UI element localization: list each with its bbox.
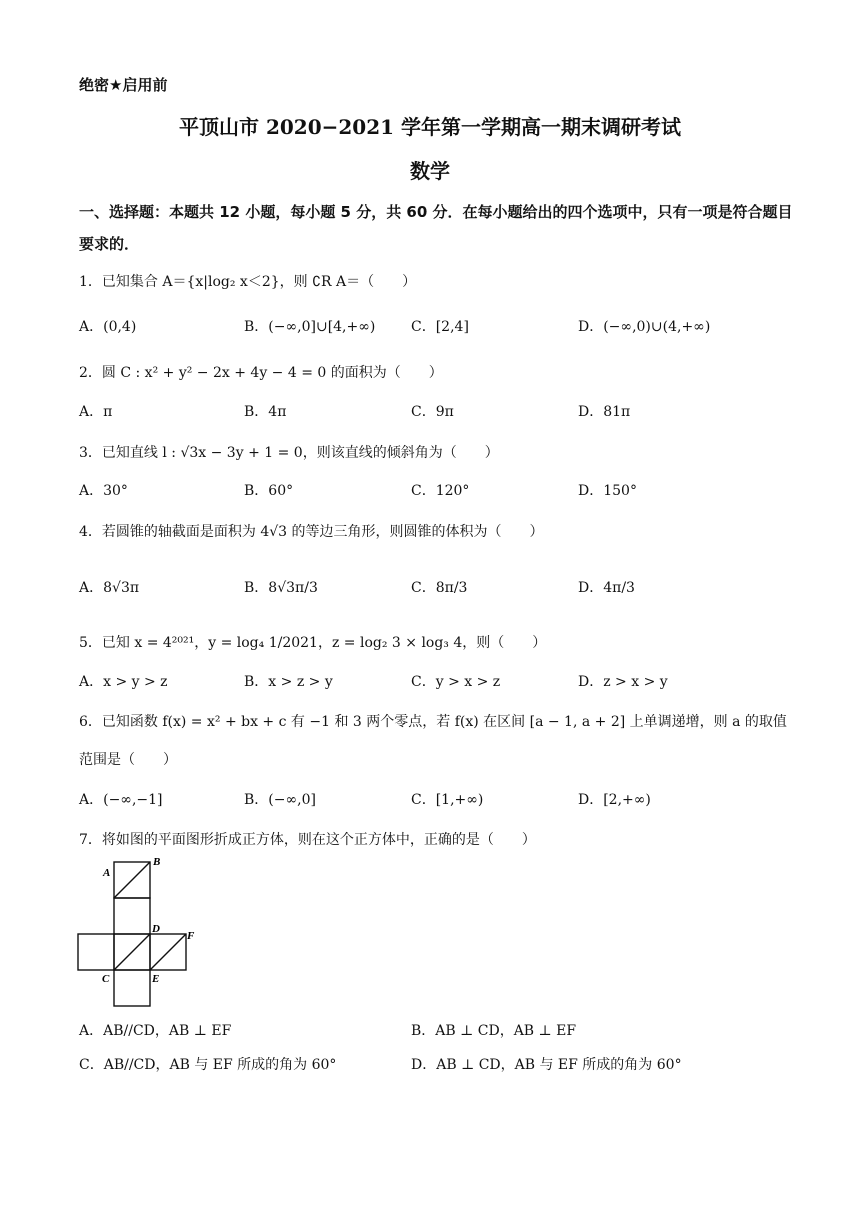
question-3-option-c: C．120° <box>411 483 470 499</box>
question-4-option-a: A．8√3π <box>79 580 140 596</box>
secret-label: 绝密★启用前 <box>79 76 168 94</box>
question-5-option-a: A．x > y > z <box>79 674 168 690</box>
cube-net-figure <box>74 855 204 1007</box>
question-5-option-c: C．y > x > z <box>411 674 501 690</box>
question-4-stem: 4．若圆锥的轴截面是面积为 4√3 的等边三角形，则圆锥的体积为（ ） <box>79 524 544 540</box>
question-4-option-b: B．8√3π/3 <box>244 580 318 596</box>
exam-title: 平顶山市 2020−2021 学年第一学期高一期末调研考试 <box>178 115 681 139</box>
question-2-option-b: B．4π <box>244 404 287 420</box>
question-2-stem: 2．圆 C : x² + y² − 2x + 4y − 4 = 0 的面积为（ ） <box>79 365 443 381</box>
question-2-option-a: A．π <box>79 404 113 420</box>
question-4-option-d: D．4π/3 <box>578 580 635 596</box>
question-6-stem-continued: 范围是（ ） <box>79 752 177 768</box>
section-instructions: 一、选择题：本题共 12 小题，每小题 5 分，共 60 分．在每小题给出的四个选项中，只有一项是符合题目要求的． <box>79 203 793 253</box>
question-6-option-d: D．[2,+∞) <box>578 792 651 808</box>
question-2-option-c: C．9π <box>411 404 454 420</box>
question-7-option-d: D．AB ⊥ CD，AB 与 EF 所成的角为 60° <box>411 1057 682 1073</box>
question-1-stem: 1．已知集合 A＝{x|log₂ x＜2}，则 ∁R A＝（ ） <box>79 274 417 290</box>
figure-label-c: C <box>102 973 110 985</box>
question-5-option-b: B．x > z > y <box>244 674 333 690</box>
question-6-option-c: C．[1,+∞) <box>411 792 484 808</box>
figure-label-f: F <box>187 930 195 942</box>
question-6-stem: 6．已知函数 f(x) = x² + bx + c 有 −1 和 3 两个零点，若 f(x) 在区间 [a − 1, a + 2] 上单调递增，则 a 的取值 <box>79 714 787 730</box>
question-6-option-a: A．(−∞,−1] <box>79 792 163 808</box>
question-5-option-d: D．z > x > y <box>578 674 668 690</box>
question-7-stem: 7．将如图的平面图形折成正方体，则在这个正方体中，正确的是（ ） <box>79 832 536 848</box>
question-7-option-b: B．AB ⊥ CD，AB ⊥ EF <box>411 1023 577 1039</box>
figure-label-e: E <box>152 973 160 985</box>
question-1-option-d: D．(−∞,0)∪(4,+∞) <box>578 319 711 335</box>
question-6-option-b: B．(−∞,0] <box>244 792 316 808</box>
subject-title: 数学 <box>410 159 450 183</box>
figure-label-a: A <box>103 867 111 879</box>
question-4-option-c: C．8π/3 <box>411 580 468 596</box>
question-3-option-d: D．150° <box>578 483 637 499</box>
question-2-option-d: D．81π <box>578 404 631 420</box>
question-5-stem: 5．已知 x = 4²⁰²¹，y = log₄ 1/2021，z = log₂ 3 × log₃ 4，则（ ） <box>79 635 547 651</box>
question-3-option-a: A．30° <box>79 483 128 499</box>
question-1-option-c: C．[2,4] <box>411 319 469 335</box>
figure-label-b: B <box>153 856 161 868</box>
figure-label-d: D <box>152 923 160 935</box>
question-3-option-b: B．60° <box>244 483 294 499</box>
question-1-option-b: B．(−∞,0]∪[4,+∞) <box>244 319 376 335</box>
question-7-option-a: A．AB//CD，AB ⊥ EF <box>79 1023 232 1039</box>
question-3-stem: 3．已知直线 l : √3x − 3y + 1 = 0，则该直线的倾斜角为（ ） <box>79 445 499 461</box>
question-1-option-a: A．(0,4) <box>79 319 137 335</box>
question-7-option-c: C．AB//CD，AB 与 EF 所成的角为 60° <box>79 1057 337 1073</box>
